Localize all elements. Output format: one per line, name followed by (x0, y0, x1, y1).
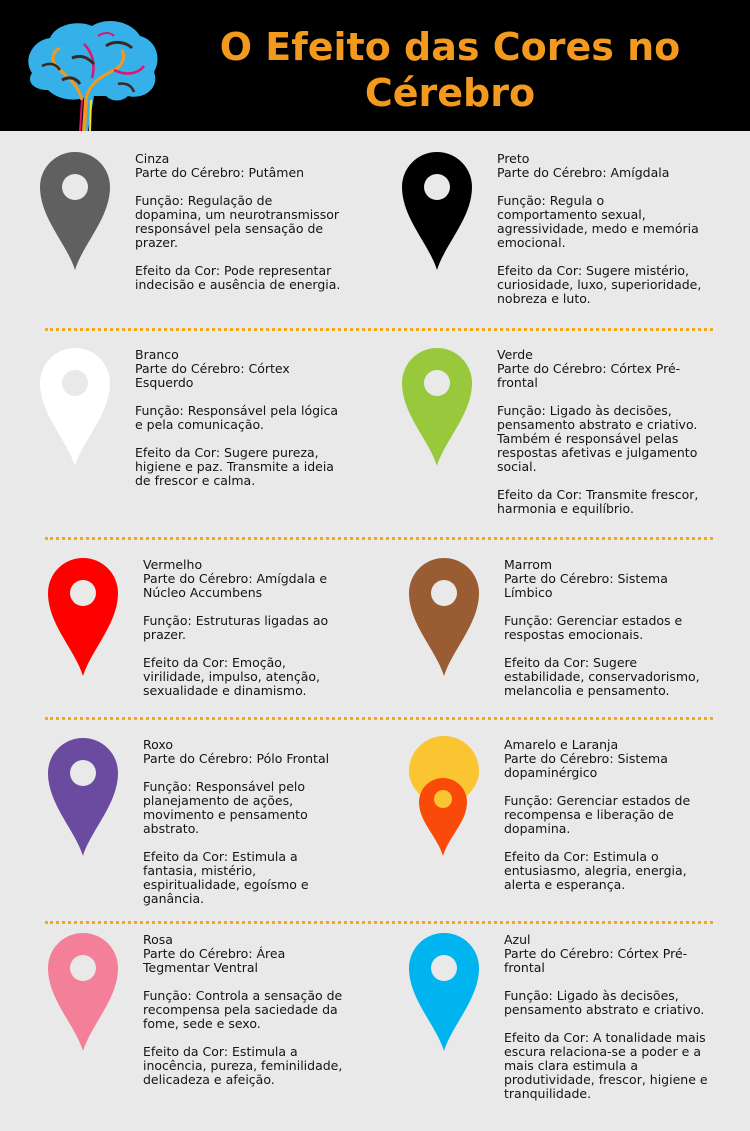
effect-text: Efeito da Cor: Estimula a (143, 849, 298, 864)
black-pin-icon (402, 152, 472, 270)
brain-part: Esquerdo (135, 375, 194, 390)
effect-text: virilidade, impulso, atenção, (143, 669, 321, 684)
function-text: pensamento abstrato e criativo. (497, 417, 698, 432)
entry-rosa (143, 933, 342, 1087)
effect-text: Efeito da Cor: Sugere pureza, (135, 445, 319, 460)
color-name: Vermelho (143, 557, 203, 572)
function-text: Função: Ligado às decisões, (497, 403, 672, 418)
color-name: Verde (497, 347, 533, 362)
function-text: e pela comunicação. (135, 417, 264, 432)
color-name: Azul (504, 932, 531, 947)
function-text: responsável pela sensação de (135, 221, 324, 236)
color-name: Roxo (143, 737, 174, 752)
effect-text: fantasia, mistério, (143, 863, 257, 878)
effect-text: alerta e esperança. (504, 877, 626, 892)
function-text: movimento e pensamento (143, 807, 308, 822)
function-text: Função: Gerenciar estados de (504, 793, 691, 808)
function-text: dopamina, um neurotransmissor (135, 207, 340, 222)
effect-text: Efeito da Cor: Sugere (504, 655, 638, 670)
header-banner (0, 0, 750, 131)
effect-text: Efeito da Cor: Sugere mistério, (497, 263, 690, 278)
color-name: Preto (497, 151, 530, 166)
effect-text: escura relaciona-se a poder e a (504, 1044, 701, 1059)
dotted-divider (45, 328, 713, 331)
effect-text: ganância. (143, 891, 205, 906)
effect-text: Efeito da Cor: Estimula a (143, 1044, 298, 1059)
effect-text: Efeito da Cor: Transmite frescor, (497, 487, 699, 502)
function-text: Função: Regulação de (135, 193, 273, 208)
function-text: Função: Ligado às decisões, (504, 988, 679, 1003)
function-text: Função: Estruturas ligadas ao (143, 613, 329, 628)
function-text: Função: Controla a sensação de (143, 988, 343, 1003)
effect-text: indecisão e ausência de energia. (135, 277, 341, 292)
brain-part: Tegmentar Ventral (143, 960, 258, 975)
white-pin-icon (40, 348, 110, 466)
brain-part: Núcleo Accumbens (143, 585, 263, 600)
brain-part: Parte do Cérebro: Sistema (504, 571, 668, 586)
title-line-1: O Efeito das Cores no (219, 25, 681, 69)
function-text: planejamento de ações, (143, 793, 294, 808)
dotted-divider (45, 537, 713, 540)
dotted-divider (45, 717, 713, 720)
effect-text: sexualidade e dinamismo. (143, 683, 307, 698)
brain-part: Límbico (504, 585, 553, 600)
blue-pin-icon (409, 933, 479, 1051)
effect-text: higiene e paz. Transmite a ideia (135, 459, 334, 474)
color-name: Amarelo e Laranja (504, 737, 619, 752)
function-text: Função: Regula o (497, 193, 605, 208)
purple-pin-icon (48, 738, 118, 856)
brain-part: Parte do Cérebro: Putâmen (135, 165, 305, 180)
effect-text: entusiasmo, alegria, energia, (504, 863, 687, 878)
color-name: Cinza (135, 151, 170, 166)
function-text: dopamina. (504, 821, 571, 836)
effect-text: produtividade, frescor, higiene e (504, 1072, 708, 1087)
gray-pin-icon (40, 152, 110, 270)
function-text: Função: Responsável pela lógica (135, 403, 339, 418)
red-pin-icon (48, 558, 118, 676)
color-name: Branco (135, 347, 179, 362)
effect-text: curiosidade, luxo, superioridade, (497, 277, 702, 292)
brain-part: frontal (497, 375, 538, 390)
function-text: recompensa e liberação de (504, 807, 674, 822)
function-text: Também é responsável pelas (497, 431, 679, 446)
entry-roxo (143, 738, 329, 906)
brown-pin-icon (409, 558, 479, 676)
function-text: emocional. (497, 235, 566, 250)
effect-text: melancolia e pensamento. (504, 683, 670, 698)
brain-part: Parte do Cérebro: Sistema (504, 751, 668, 766)
effect-text: Efeito da Cor: Emoção, (143, 655, 286, 670)
function-text: agressividade, medo e memória (497, 221, 699, 236)
brain-part: dopaminérgico (504, 765, 598, 780)
green-pin-icon (402, 348, 472, 466)
brain-part: Parte do Cérebro: Amígdala e (143, 571, 328, 586)
function-text: pensamento abstrato e criativo. (504, 1002, 705, 1017)
function-text: prazer. (135, 235, 178, 250)
function-text: respostas afetivas e julgamento (497, 445, 698, 460)
entry-azul (504, 933, 708, 1101)
color-name: Rosa (143, 932, 173, 947)
function-text: prazer. (143, 627, 186, 642)
entry-marrom (504, 558, 700, 698)
pink-pin-icon (48, 933, 118, 1051)
effect-text: Efeito da Cor: Pode representar (135, 263, 332, 278)
brain-part: Parte do Cérebro: Área (143, 946, 286, 961)
title-line-2: Cérebro (364, 71, 536, 115)
effect-text: nobreza e luto. (497, 291, 591, 306)
effect-text: mais clara estimula a (504, 1058, 639, 1073)
entry-preto (497, 152, 701, 306)
brain-part: Parte do Cérebro: Córtex Pré- (504, 946, 688, 961)
dotted-divider (45, 921, 713, 924)
entry-vermelho (143, 558, 328, 698)
effect-text: tranquilidade. (504, 1086, 592, 1101)
effect-text: Efeito da Cor: Estimula o (504, 849, 659, 864)
entry-verde (497, 348, 698, 516)
brain-part: frontal (504, 960, 545, 975)
function-text: Função: Gerenciar estados e (504, 613, 683, 628)
effect-text: estabilidade, conservadorismo, (504, 669, 700, 684)
effect-text: de frescor e calma. (135, 473, 256, 488)
color-name: Marrom (504, 557, 553, 572)
function-text: recompensa pela saciedade da (143, 1002, 338, 1017)
function-text: respostas emocionais. (504, 627, 644, 642)
entry-branco (135, 348, 338, 488)
effect-text: delicadeza e afeição. (143, 1072, 275, 1087)
brain-part: Parte do Cérebro: Pólo Frontal (143, 751, 330, 766)
effect-text: espiritualidade, egoísmo e (143, 877, 309, 892)
brain-part: Parte do Cérebro: Córtex (135, 361, 290, 376)
effect-text: inocência, pureza, feminilidade, (143, 1058, 343, 1073)
function-text: abstrato. (143, 821, 200, 836)
page-title (180, 24, 720, 116)
entry-amarelo-laranja (504, 738, 690, 892)
function-text: Função: Responsável pelo (143, 779, 305, 794)
function-text: social. (497, 459, 537, 474)
brain-part: Parte do Cérebro: Amígdala (497, 165, 670, 180)
brain-icon (22, 18, 162, 131)
entry-cinza (135, 152, 340, 292)
brain-part: Parte do Cérebro: Córtex Pré- (497, 361, 681, 376)
function-text: fome, sede e sexo. (143, 1016, 261, 1031)
effect-text: harmonia e equilíbrio. (497, 501, 634, 516)
yellow-orange-pin-icon (409, 736, 481, 856)
function-text: comportamento sexual, (497, 207, 646, 222)
effect-text: Efeito da Cor: A tonalidade mais (504, 1030, 706, 1045)
